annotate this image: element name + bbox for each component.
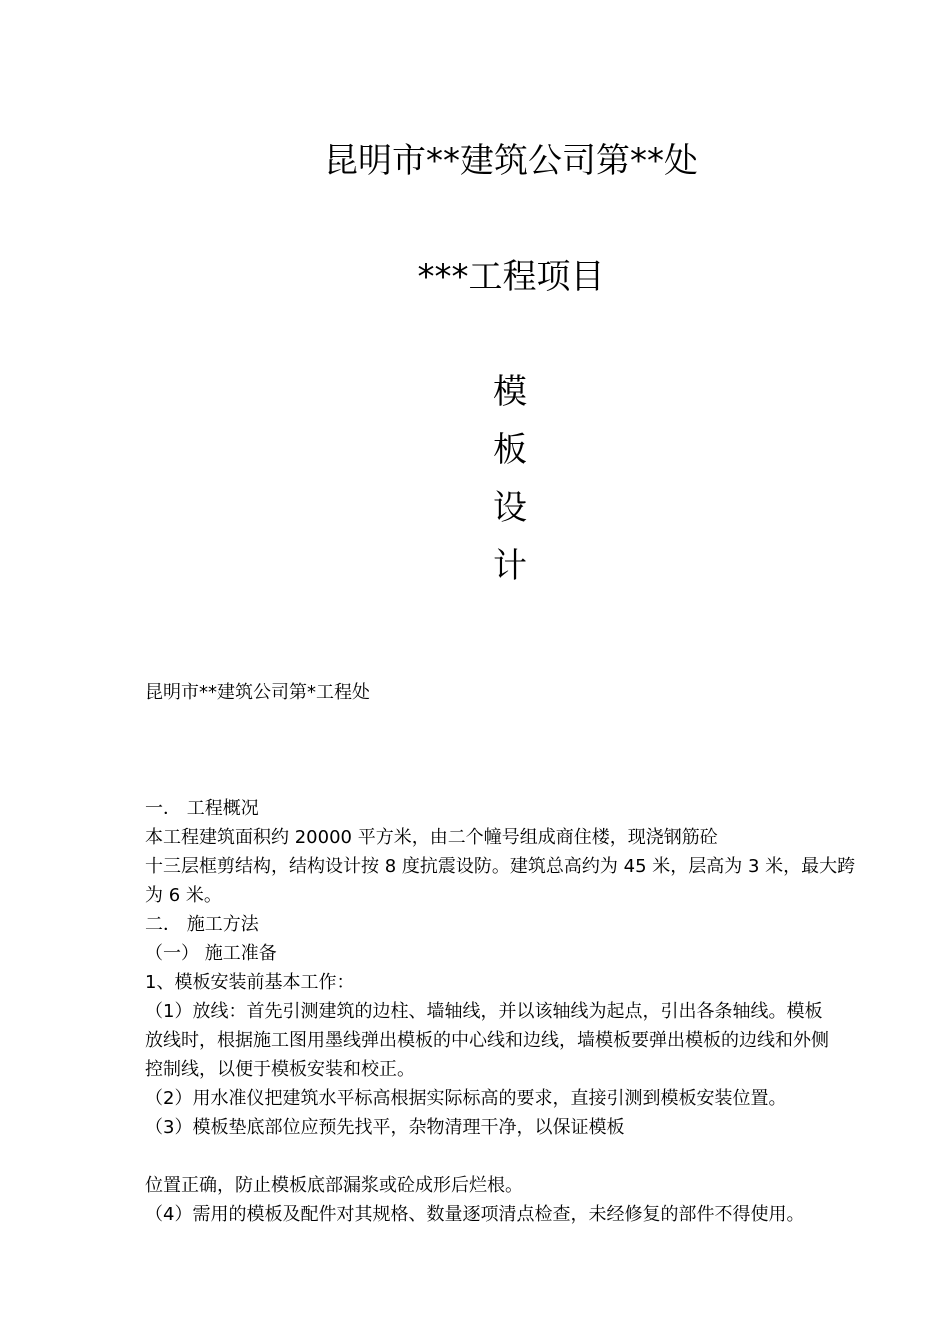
paragraph-line: 十三层框剪结构，结构设计按 8 度抗震设防。建筑总高约为 45 米，层高为 3 米，最大跨: [145, 856, 856, 877]
blank-line: [145, 1142, 885, 1171]
paragraph-line: 位置正确，防止模板底部漏浆或砼成形后烂根。: [145, 1175, 523, 1196]
paragraph-line: 控制线，以便于模板安装和校正。: [145, 1059, 415, 1080]
subsection-heading-preparation: （一） 施工准备: [145, 943, 277, 964]
section-heading-method: 二． 施工方法: [145, 914, 259, 935]
document-body: [145, 794, 885, 1229]
paragraph-line: （1）放线：首先引测建筑的边柱、墙轴线，并以该轴线为起点，引出各条轴线。模板: [145, 1001, 823, 1022]
cover-title-char: 模: [493, 372, 527, 412]
item-heading: 1、模板安装前基本工作：: [145, 972, 355, 993]
paragraph-line: （4）需用的模板及配件对其规格、数量逐项清点检查，未经修复的部件不得使用。: [145, 1204, 805, 1225]
paragraph-line: （3）模板垫底部位应预先找平，杂物清理干净，以保证模板: [145, 1117, 625, 1138]
project-title: ***工程项目: [417, 257, 605, 297]
company-title: 昆明市**建筑公司第**处: [324, 141, 698, 181]
cover-title-char: 设: [493, 488, 527, 528]
cover-title-char: 计: [493, 546, 527, 586]
paragraph-line: 为 6 米。: [145, 885, 222, 906]
paragraph-line: 本工程建筑面积约 20000 平方米，由二个幢号组成商住楼，现浇钢筋砼: [145, 827, 718, 848]
organization-name: 昆明市**建筑公司第*工程处: [145, 682, 370, 703]
paragraph-line: 放线时，根据施工图用墨线弹出模板的中心线和边线，墙模板要弹出模板的边线和外侧: [145, 1030, 829, 1051]
cover-title-char: 板: [493, 430, 527, 470]
section-heading-overview: 一． 工程概况: [145, 798, 259, 819]
paragraph-line: （2）用水准仪把建筑水平标高根据实际标高的要求，直接引测到模板安装位置。: [145, 1088, 787, 1109]
